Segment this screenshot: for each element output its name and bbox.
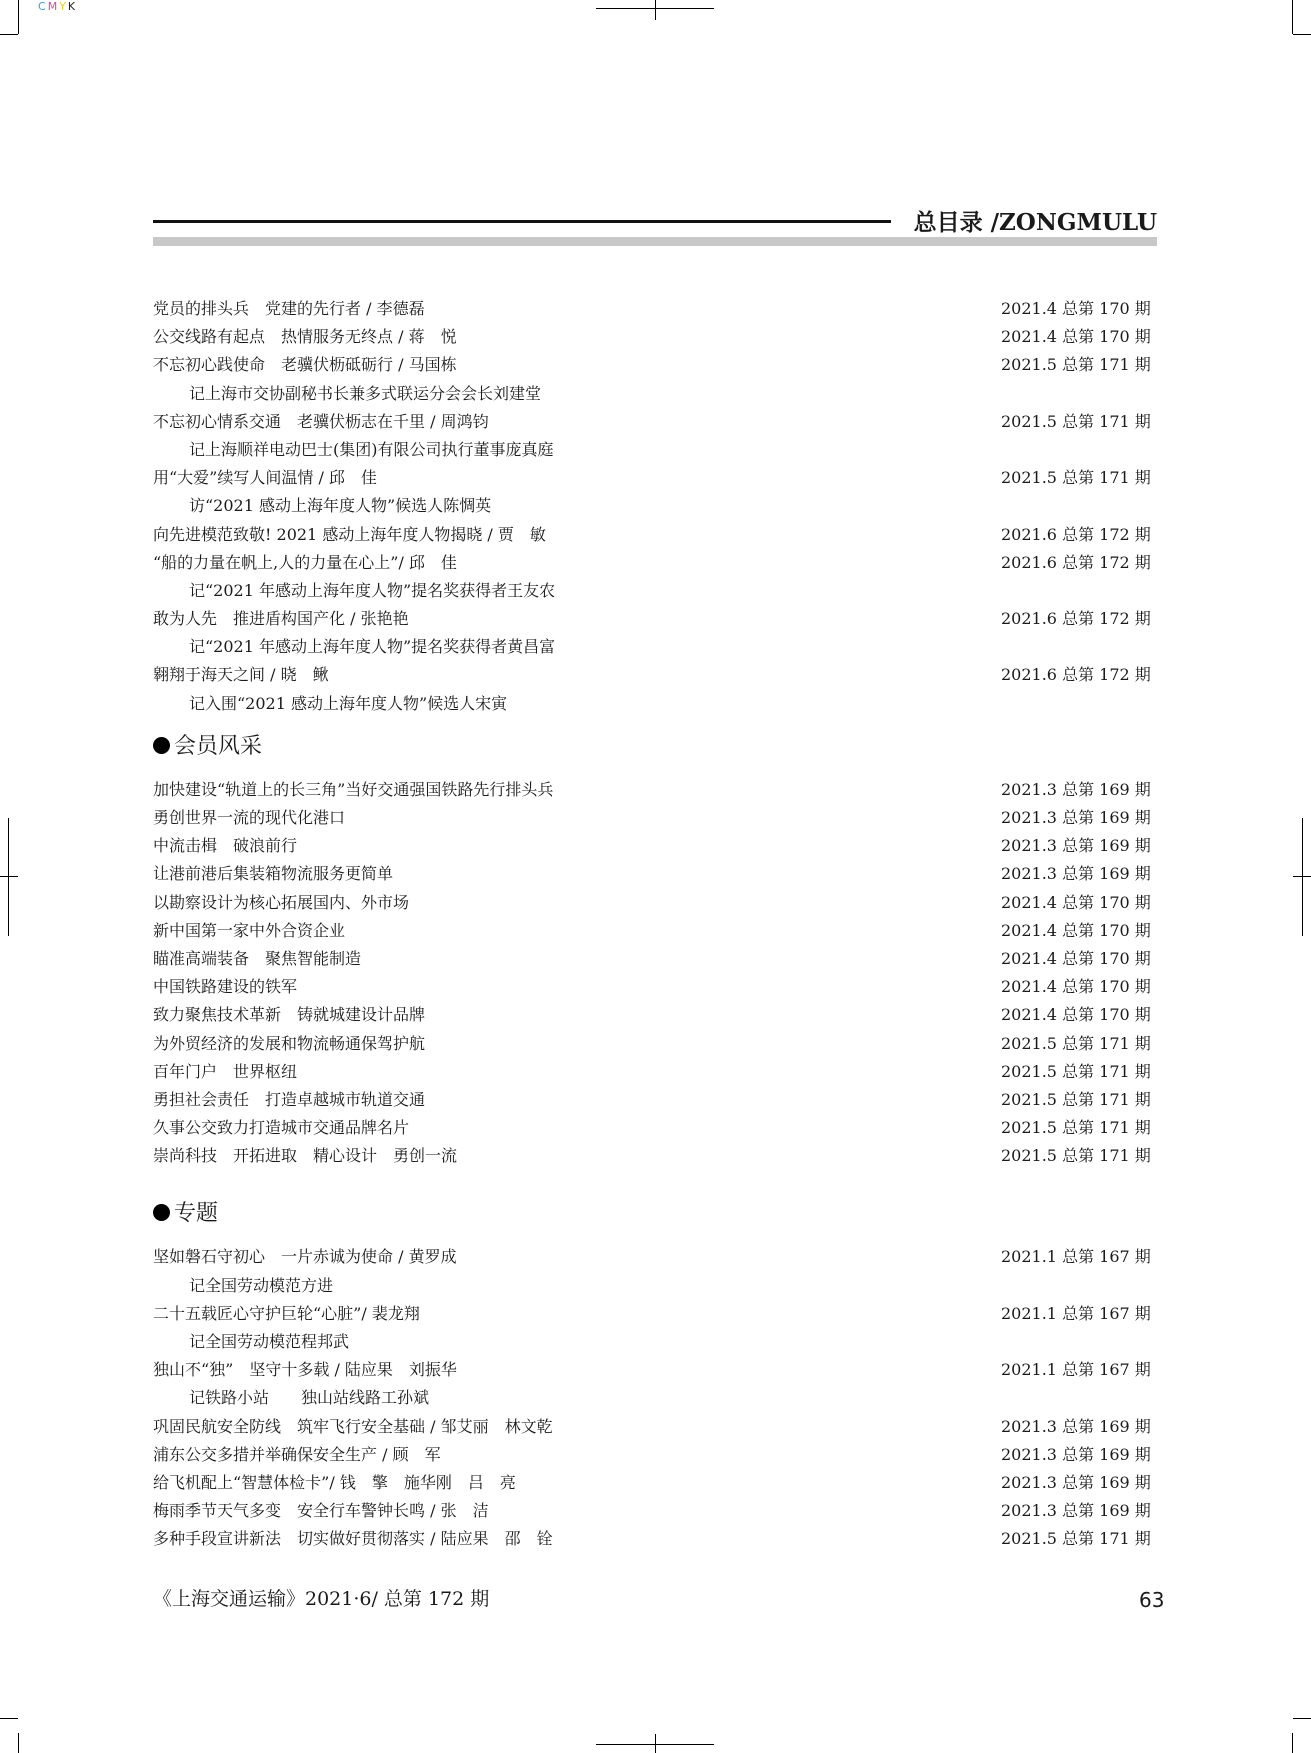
crop-mark <box>1292 1733 1293 1753</box>
toc-entry <box>153 1413 1151 1441</box>
entry-issue: 2021.4 总第 170 期 <box>1001 920 1151 940</box>
toc-entry <box>153 1114 1151 1142</box>
toc-entry <box>153 1356 1151 1384</box>
toc-entry-subtitle <box>153 690 1141 718</box>
toc-entry <box>153 295 1151 323</box>
toc-content <box>153 295 1151 1554</box>
cmyk-color-bar <box>38 0 77 13</box>
toc-entry <box>153 1497 1151 1525</box>
entry-issue: 2021.6 总第 172 期 <box>1001 609 1151 629</box>
entry-issue: 2021.4 总第 170 期 <box>1001 299 1151 318</box>
section-heading <box>153 1185 1141 1243</box>
entry-title: 让港前港后集装箱物流服务更简单 <box>153 864 394 884</box>
crop-mark <box>18 0 19 34</box>
toc-entry <box>153 776 1151 804</box>
entry-title: 久事公交致力打造城市交通品牌名片 <box>153 1118 410 1138</box>
toc-entry <box>153 973 1151 1001</box>
entry-issue: 2021.1 总第 167 期 <box>1001 1360 1151 1380</box>
entry-issue: 2021.5 总第 171 期 <box>1001 1529 1151 1549</box>
entry-title: 记上海顺祥电动巴士(集团)有限公司执行董事庞真庭 <box>189 439 554 459</box>
entry-issue: 2021.3 总第 169 期 <box>1001 779 1151 799</box>
entry-title: 勇创世界一流的现代化港口 <box>153 808 346 827</box>
entry-title: 浦东公交多措并举确保安全生产 / 顾 军 <box>153 1444 441 1464</box>
entry-title: 公交线路有起点 热情服务无终点 / 蒋 悦 <box>153 327 457 347</box>
toc-entry <box>153 832 1151 860</box>
toc-entry <box>153 464 1151 492</box>
toc-entry <box>153 860 1151 888</box>
journal-citation: 《上海交通运输》2021·6/ 总第 172 期 <box>153 1588 490 1610</box>
page-title: 总目录 /ZONGMULU <box>913 209 1157 236</box>
entry-title: 加快建设“轨道上的长三角”当好交通强国铁路先行排头兵 <box>153 779 554 799</box>
toc-entry <box>153 605 1151 633</box>
toc-entry <box>153 1441 1151 1469</box>
entry-issue: 2021.3 总第 169 期 <box>1001 1444 1151 1464</box>
entry-title: 党员的排头兵 党建的先行者 / 李德磊 <box>153 299 425 318</box>
entry-issue: 2021.4 总第 170 期 <box>1001 327 1151 347</box>
entry-title: 记全国劳动模范程邦武 <box>189 1332 350 1351</box>
entry-issue: 2021.3 总第 169 期 <box>1001 1501 1151 1521</box>
entry-issue: 2021.6 总第 172 期 <box>1001 552 1151 572</box>
toc-entry-subtitle <box>153 1272 1141 1300</box>
toc-entry <box>153 1525 1151 1553</box>
entry-title: 给飞机配上“智慧体检卡”/ 钱 擎 施华刚 吕 亮 <box>153 1472 516 1492</box>
cmyk-y: Y <box>59 0 68 13</box>
section-heading-text: 专题 <box>174 1201 219 1227</box>
toc-entry <box>153 661 1151 689</box>
entry-issue: 2021.3 总第 169 期 <box>1001 1416 1151 1436</box>
toc-entry <box>153 549 1151 577</box>
registration-mark <box>655 0 656 20</box>
toc-entry-subtitle <box>153 492 1141 520</box>
entry-issue: 2021.1 总第 167 期 <box>1001 1303 1151 1323</box>
crop-mark <box>0 1718 18 1719</box>
entry-title: 记铁路小站 独山站线路工孙斌 <box>189 1388 430 1408</box>
cmyk-m: M <box>47 0 60 13</box>
toc-entry-subtitle <box>153 1328 1141 1356</box>
entry-title: 向先进模范致敬! 2021 感动上海年度人物揭晓 / 贾 敏 <box>153 524 546 544</box>
entry-title: 记入围“2021 感动上海年度人物”候选人宋寅 <box>189 693 508 713</box>
entry-issue: 2021.5 总第 171 期 <box>1001 1146 1151 1166</box>
toc-entry <box>153 1469 1151 1497</box>
entry-title: 崇尚科技 开拓进取 精心设计 勇创一流 <box>153 1146 458 1166</box>
entry-issue: 2021.3 总第 169 期 <box>1001 864 1151 884</box>
toc-entry-subtitle <box>153 577 1141 605</box>
toc-entry <box>153 1243 1151 1271</box>
entry-issue: 2021.5 总第 171 期 <box>1001 468 1151 488</box>
toc-entry <box>153 804 1151 832</box>
entry-issue: 2021.5 总第 171 期 <box>1001 1089 1151 1109</box>
section-heading <box>153 718 1141 776</box>
entry-title: 坚如磐石守初心 一片赤诚为使命 / 黄罗成 <box>153 1247 457 1267</box>
entry-title: 记“2021 年感动上海年度人物”提名奖获得者黄昌富 <box>189 637 556 657</box>
entry-issue: 2021.4 总第 170 期 <box>1001 1005 1151 1025</box>
entry-issue: 2021.1 总第 167 期 <box>1001 1247 1151 1267</box>
entry-issue: 2021.6 总第 172 期 <box>1001 524 1151 544</box>
entry-title: 梅雨季节天气多变 安全行车警钟长鸣 / 张 洁 <box>153 1501 489 1521</box>
entry-title: 不忘初心情系交通 老骥伏枥志在千里 / 周鸿钧 <box>153 411 489 431</box>
entry-issue: 2021.4 总第 170 期 <box>1001 892 1151 912</box>
cmyk-k: K <box>67 0 78 13</box>
entry-title: 新中国第一家中外合资企业 <box>153 920 346 940</box>
crop-mark <box>1293 34 1311 35</box>
entry-issue: 2021.4 总第 170 期 <box>1001 977 1151 997</box>
crop-mark <box>1293 1718 1311 1719</box>
toc-entry <box>153 1058 1151 1086</box>
entry-title: 敢为人先 推进盾构国产化 / 张艳艳 <box>153 609 409 629</box>
entry-issue: 2021.5 总第 171 期 <box>1001 1061 1151 1081</box>
toc-entry-subtitle <box>153 633 1141 661</box>
entry-title: 二十五载匠心守护巨轮“心脏”/ 裴龙翔 <box>153 1303 420 1323</box>
entry-issue: 2021.5 总第 171 期 <box>1001 1033 1151 1053</box>
section-heading-text: 会员风采 <box>174 733 263 759</box>
cmyk-c: C <box>38 0 48 13</box>
toc-group-members <box>153 776 1151 1171</box>
entry-title: 用“大爱”续写人间温情 / 邱 佳 <box>153 468 377 488</box>
page-number: 63 <box>1139 1588 1165 1612</box>
entry-title: 以勘察设计为核心拓展国内、外市场 <box>153 892 410 912</box>
entry-title: 瞄准高端装备 聚焦智能制造 <box>153 948 362 968</box>
registration-mark <box>8 818 9 936</box>
toc-group-special <box>153 1243 1151 1553</box>
entry-title: 中流击楫 破浪前行 <box>153 836 298 856</box>
entry-title: 不忘初心践使命 老骥伏枥砥砺行 / 马国栋 <box>153 355 457 375</box>
toc-entry <box>153 521 1151 549</box>
header-band <box>153 237 1157 246</box>
crop-mark <box>18 1733 19 1753</box>
bullet-icon <box>153 737 170 754</box>
entry-title: 翱翔于海天之间 / 晓 鳅 <box>153 665 329 685</box>
entry-title: 记全国劳动模范方进 <box>189 1275 334 1295</box>
entry-title: 百年门户 世界枢纽 <box>153 1061 298 1081</box>
header-rule <box>153 220 891 223</box>
entry-title: 致力聚焦技术革新 铸就城建设计品牌 <box>153 1005 426 1025</box>
crop-mark <box>0 34 18 35</box>
toc-entry-subtitle <box>153 436 1141 464</box>
page-header <box>153 200 1157 250</box>
toc-entry <box>153 1030 1151 1058</box>
entry-title: 巩固民航安全防线 筑牢飞行安全基础 / 邹艾丽 林文乾 <box>153 1416 553 1436</box>
entry-title: 记“2021 年感动上海年度人物”提名奖获得者王友农 <box>189 580 556 600</box>
toc-entry <box>153 408 1151 436</box>
crop-mark <box>1292 0 1293 34</box>
registration-mark <box>0 876 18 877</box>
entry-issue: 2021.5 总第 171 期 <box>1001 411 1151 431</box>
entry-issue: 2021.4 总第 170 期 <box>1001 948 1151 968</box>
registration-mark <box>655 1734 656 1753</box>
entry-issue: 2021.5 总第 171 期 <box>1001 1118 1151 1138</box>
toc-entry <box>153 323 1151 351</box>
toc-entry <box>153 1300 1151 1328</box>
entry-issue: 2021.3 总第 169 期 <box>1001 1472 1151 1492</box>
entry-title: 记上海市交协副秘书长兼多式联运分会会长刘建堂 <box>189 383 542 403</box>
entry-title: 为外贸经济的发展和物流畅通保驾护航 <box>153 1033 426 1053</box>
entry-title: “船的力量在帆上,人的力量在心上”/ 邱 佳 <box>153 552 457 572</box>
toc-entry <box>153 1001 1151 1029</box>
toc-entry <box>153 1142 1151 1170</box>
toc-entry <box>153 889 1151 917</box>
toc-entry <box>153 351 1151 379</box>
entry-title: 中国铁路建设的铁军 <box>153 977 298 997</box>
toc-group-people <box>153 295 1151 718</box>
toc-entry <box>153 945 1151 973</box>
registration-mark <box>1302 818 1303 936</box>
toc-entry <box>153 917 1151 945</box>
entry-title: 访“2021 感动上海年度人物”候选人陈惆英 <box>189 496 492 516</box>
entry-issue: 2021.3 总第 169 期 <box>1001 836 1151 856</box>
entry-issue: 2021.3 总第 169 期 <box>1001 808 1151 827</box>
toc-entry-subtitle <box>153 380 1141 408</box>
entry-title: 多种手段宣讲新法 切实做好贯彻落实 / 陆应果 邵 铨 <box>153 1529 553 1549</box>
entry-title: 独山不“独” 坚守十多载 / 陆应果 刘振华 <box>153 1360 457 1380</box>
toc-entry-subtitle <box>153 1384 1141 1412</box>
entry-title: 勇担社会责任 打造卓越城市轨道交通 <box>153 1089 426 1109</box>
entry-issue: 2021.5 总第 171 期 <box>1001 355 1151 375</box>
entry-issue: 2021.6 总第 172 期 <box>1001 665 1151 685</box>
bullet-icon <box>153 1204 170 1221</box>
toc-entry <box>153 1086 1151 1114</box>
